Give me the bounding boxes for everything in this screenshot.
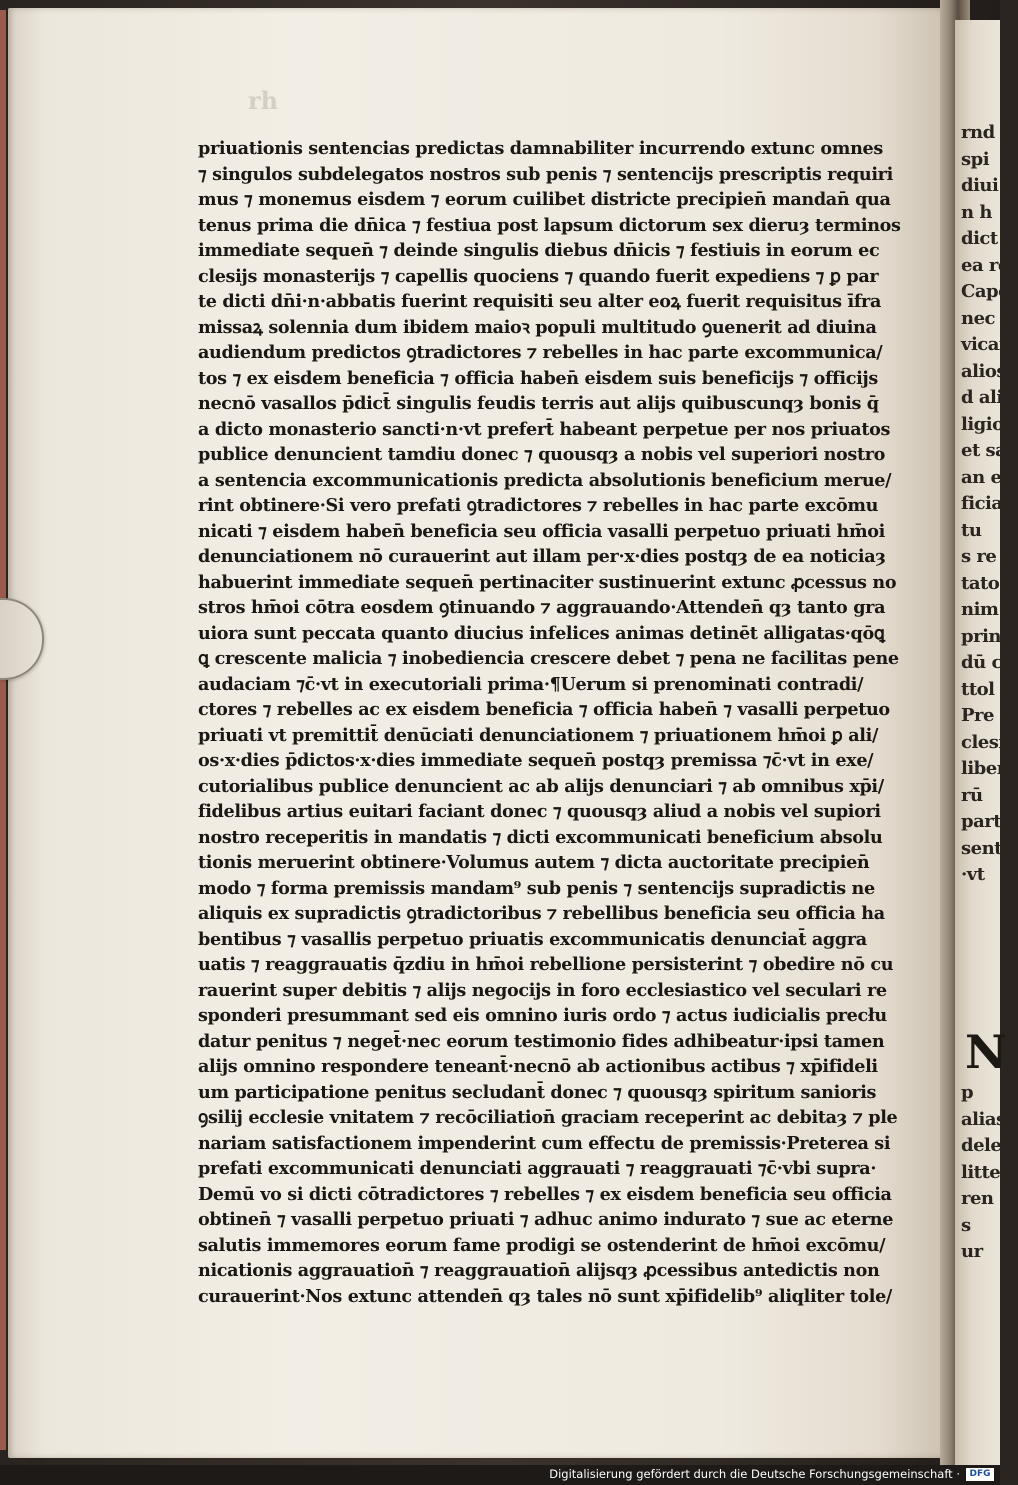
recto-fragment: dict — [961, 228, 998, 249]
text-line: modo ⁊ forma premissis mandam⁹ sub penis ⁊ sentencijs supradictis ne — [198, 877, 875, 899]
text-line: tionis meruerint obtinere·Volumus autem ⁊ dicta auctoritate precipien̄ — [198, 852, 870, 873]
text-line: nariam satisfactionem impenderint cum effectu de premissis·Preterea si — [198, 1132, 891, 1154]
text-line: alijs omnino respondere teneant̄·necnō ab actionibus actibus ⁊ xp̄ifideli — [198, 1056, 878, 1077]
text-line: datur penitus ⁊ neget̄·nec eorum testimonio fides adhibeatur·ipsi tamen — [198, 1030, 885, 1052]
recto-initial-letter: N — [965, 1025, 1008, 1079]
text-line: salutis immemores eorum fame prodigi se ostenderint de hm̄oi excōmu/ — [198, 1234, 886, 1256]
text-line: a dicto monasterio sancti·n·vt prefert̄ habeant perpetue per nos priuatos — [198, 418, 891, 440]
recto-fragment: n h — [961, 201, 992, 223]
text-line: ꝗ crescente malicia ⁊ inobediencia crescere debet ⁊ pena ne facilitas pene — [198, 648, 899, 669]
text-line: a sentencia excommunicationis predicta absolutionis beneficium merue/ — [198, 469, 892, 491]
recto-fragment: nec — [961, 307, 995, 329]
text-line: fidelibus artius euitari faciant donec ⁊ quousqȝ aliud a nobis vel supiori — [198, 801, 881, 822]
text-line: obtinen̄ ⁊ vasalli perpetuo priuati ⁊ adhuc animo indurato ⁊ sue ac eterne — [198, 1209, 894, 1230]
footer-bar — [0, 1465, 1000, 1485]
footer-credit: Digitalisierung gefördert durch die Deutsche Forschungsgemeinschaft · — [549, 1467, 960, 1481]
recto-fragment: d ali — [961, 387, 1003, 408]
text-line: aliquis ex supradictis ꝯtradictoribus ⁊ rebellibus beneficia seu officia ha — [198, 903, 885, 924]
text-line: denunciationem nō curauerint aut illam per·x·dies postqȝ de ea noticiaȝ — [198, 546, 886, 567]
recto-fragment: alias — [961, 1108, 1006, 1130]
recto-fragment: dū c — [961, 652, 1002, 673]
recto-fragment: vicar — [961, 334, 1008, 355]
recto-fragment: sentis — [961, 837, 1018, 859]
text-line: priuationis sentencias predictas damnabiliter incurrendo extunc omnes — [198, 138, 883, 159]
recto-fragment: tato — [961, 572, 1000, 594]
recto-fragment: dele — [961, 1135, 1002, 1156]
text-line: audiendum predictos ꝯtradictores ⁊ rebelles in hac parte excommunica/ — [198, 342, 883, 363]
text-line: necnō vasallos p̄dict̄ singulis feudis terris aut alijs quibuscunqȝ bonis q̄ — [198, 393, 879, 414]
recto-fragment: an ex — [961, 466, 1012, 488]
recto-fragment: ur — [961, 1241, 983, 1262]
text-line: uatis ⁊ reaggrauatis q̄zdiu in hm̄oi rebellione persisterint ⁊ obedire nō cu — [198, 954, 894, 975]
recto-fragment: et sa — [961, 440, 1007, 461]
text-line: cutorialibus publice denuncient ac ab alijs denunciari ⁊ ab omnibus xp̄i/ — [198, 775, 884, 797]
text-line: priuati vt premittit̄ denūciati denunciationem ⁊ priuationem hm̄oi ꝑ ali/ — [198, 724, 879, 746]
recto-fragment: tu — [961, 519, 982, 541]
verso-page — [8, 8, 953, 1458]
text-line: prefati excommunicati denunciati aggrauati ⁊ reaggrauati ⁊c̄·vbi supra· — [198, 1158, 877, 1179]
text-line: rint obtinere·Si vero prefati ꝯtradictores ⁊ rebelles in hac parte excōmu — [198, 495, 879, 516]
text-line: nicationis aggrauation̄ ⁊ reaggrauation̄ alijsqȝ ꝓcessibus antedictis non — [198, 1260, 880, 1281]
text-line: curauerint·Nos extunc attenden̄ qȝ tales nō sunt xp̄ifidelib⁹ aliqliter tole/ — [198, 1285, 893, 1307]
text-line: clesijs monasterijs ⁊ capellis quociens ⁊ quando fuerit expediens ⁊ ꝑ par — [198, 265, 879, 287]
recto-fragment: Capo — [961, 281, 1010, 302]
text-line: habuerint immediate sequen̄ pertinaciter sustinuerint extunc ꝓcessus no — [198, 571, 897, 593]
text-line: missaꝝ solennia dum ibidem maioꝛ populi multitudo ꝯuenerit ad diuina — [198, 316, 877, 338]
recto-fragment: nim — [961, 599, 999, 620]
recto-fragment: clesi — [961, 731, 1005, 753]
text-line: mus ⁊ monemus eisdem ⁊ eorum cuilibet districte precipien̄ mandan̄ qua — [198, 189, 891, 210]
book-edge — [0, 10, 6, 1450]
text-line: nostro receperitis in mandatis ⁊ dicti excommunicati beneficium absolu — [198, 826, 883, 848]
recto-fragment: liber — [961, 758, 1006, 779]
recto-lower-fragments — [961, 1080, 1009, 1266]
recto-fragment: parte — [961, 811, 1012, 832]
bleed-through-heading: rh — [248, 86, 279, 115]
recto-fragment: spi — [961, 148, 990, 170]
recto-fragment: rnd — [961, 122, 995, 143]
recto-fragment: ligio — [961, 413, 1004, 435]
text-line: um participatione penitus secludant̄ donec ⁊ quousqȝ spiritum sanioris — [198, 1081, 877, 1103]
recto-fragment: diui — [961, 175, 999, 196]
text-line: nicati ⁊ eisdem haben̄ beneficia seu officia vasalli perpetuo priuati hm̄oi — [198, 520, 885, 542]
recto-page — [955, 20, 1018, 1465]
text-line: ⁊ singulos subdelegatos nostros sub penis ⁊ sentencijs prescriptis requiri — [198, 163, 893, 185]
text-column — [198, 136, 910, 1309]
recto-fragment: ttol — [961, 678, 995, 700]
recto-fragment: alios — [961, 360, 1006, 382]
text-line: ctores ⁊ rebelles ac ex eisdem beneficia ⁊ officia haben̄ ⁊ vasalli perpetuo — [198, 699, 890, 720]
recto-text-fragments — [961, 120, 1018, 889]
text-line: bentibus ⁊ vasallis perpetuo priuatis excommunicatis denunciat̄ aggra — [198, 928, 867, 950]
text-line: stros hm̄oi cōtra eosdem ꝯtinuando ⁊ aggrauando·Attenden̄ qȝ tanto gra — [198, 597, 886, 618]
recto-fragment: s re — [961, 546, 997, 567]
text-line: tenus prima die dn̄ica ⁊ festiua post lapsum dictorum sex dieruȝ terminos — [198, 214, 901, 236]
recto-fragment: Pre — [961, 705, 994, 726]
text-line: os·x·dies p̄dictos·x·dies immediate sequen̄ postqȝ premissa ⁊c̄·vt in exe/ — [198, 750, 874, 771]
recto-fragment: s — [961, 1214, 971, 1236]
recto-fragment: ea re — [961, 254, 1009, 276]
recto-fragment: p — [961, 1082, 974, 1103]
recto-fragment: prin — [961, 625, 1001, 647]
text-line: publice denuncient tamdiu donec ⁊ quousqȝ a nobis vel superiori nostro — [198, 444, 886, 465]
recto-fragment: litter — [961, 1161, 1010, 1183]
text-line: te dicti dn̄i·n·abbatis fuerint requisiti seu alter eoꝝ fuerit requisitus īfra — [198, 291, 882, 312]
text-line: uiora sunt peccata quanto diucius infelices animas detinēt alligatas·qōꝗ — [198, 622, 885, 644]
recto-fragment: rū — [961, 784, 983, 806]
text-line: immediate sequen̄ ⁊ deinde singulis diebus dn̄icis ⁊ festiuis in eorum ec — [198, 240, 880, 261]
text-line: rauerint super debitis ⁊ alijs negocijs in foro ecclesiastico vel seculari re — [198, 979, 887, 1001]
text-line: tos ⁊ ex eisdem beneficia ⁊ officia haben̄ eisdem suis beneficijs ⁊ officijs — [198, 367, 878, 389]
text-line: audaciam ⁊c̄·vt in executoriali prima·¶Uerum si prenominati contradi/ — [198, 673, 864, 695]
text-line: sponderi presummant sed eis omnino iuris ordo ⁊ actus iudicialis precłu — [198, 1005, 887, 1026]
dfg-logo: DFG — [966, 1468, 994, 1481]
text-line: ꝯsilij ecclesie vnitatem ⁊ recōciliation̄ graciam receperint ac debitaȝ ⁊ ple — [198, 1107, 898, 1128]
text-line: Demū vo si dicti cōtradictores ⁊ rebelles ⁊ ex eisdem beneficia seu officia — [198, 1183, 892, 1205]
recto-fragment: ·vt — [961, 864, 985, 885]
recto-fragment: ficia — [961, 493, 1003, 514]
recto-fragment: ren — [961, 1188, 994, 1209]
